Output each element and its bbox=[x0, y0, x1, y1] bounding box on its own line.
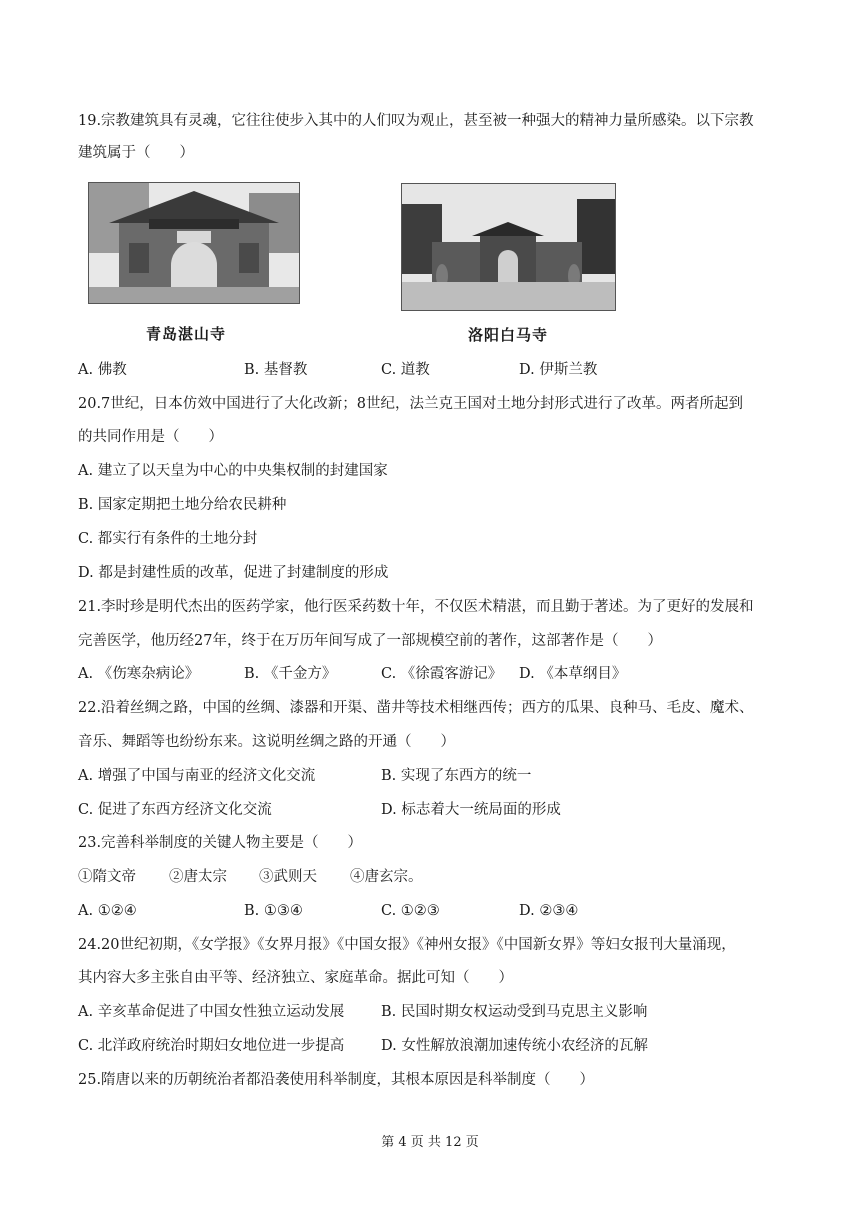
q19-option-b[interactable]: B. 基督教 bbox=[244, 362, 308, 378]
q23-item-1: ①隋文帝 bbox=[78, 869, 136, 885]
q23-item-3: ③武则天 bbox=[259, 869, 317, 885]
q24-stem-line2: 其内容大多主张自由平等、经济独立、家庭革命。据此可知（ ） bbox=[78, 970, 513, 986]
q23-option-a[interactable]: A. ①②④ bbox=[78, 903, 137, 919]
q20-option-d[interactable]: D. 都是封建性质的改革，促进了封建制度的形成 bbox=[78, 565, 389, 581]
q23-item-2: ②唐太宗 bbox=[169, 869, 227, 885]
q19-option-c[interactable]: C. 道教 bbox=[381, 362, 430, 378]
q23-option-c[interactable]: C. ①②③ bbox=[381, 903, 440, 919]
q19-image2-caption: 洛阳白马寺 bbox=[468, 326, 549, 344]
q20-stem-line2: 的共同作用是（ ） bbox=[78, 429, 223, 445]
q25-stem-line1: 25.隋唐以来的历朝统治者都沿袭使用科举制度，其根本原因是科举制度（ ） bbox=[78, 1072, 595, 1088]
q24-option-d[interactable]: D. 女性解放浪潮加速传统小农经济的瓦解 bbox=[381, 1038, 648, 1054]
q19-stem-line2: 建筑属于（ ） bbox=[78, 145, 194, 161]
q20-stem-line1: 20.7世纪，日本仿效中国进行了大化改新；8世纪，法兰克王国对土地分封形式进行了改革。两者所起到 bbox=[78, 396, 744, 412]
q19-option-d[interactable]: D. 伊斯兰教 bbox=[519, 362, 598, 378]
q21-option-c[interactable]: C. 《徐霞客游记》 bbox=[381, 666, 503, 682]
q21-option-a[interactable]: A. 《伤寒杂病论》 bbox=[78, 666, 200, 682]
q20-option-a[interactable]: A. 建立了以天皇为中心的中央集权制的封建国家 bbox=[78, 463, 388, 479]
zhanshan-temple-photo bbox=[88, 182, 300, 304]
q24-option-a[interactable]: A. 辛亥革命促进了中国女性独立运动发展 bbox=[78, 1004, 345, 1020]
q24-option-c[interactable]: C. 北洋政府统治时期妇女地位进一步提高 bbox=[78, 1038, 345, 1054]
q23-item-4: ④唐玄宗。 bbox=[350, 869, 423, 885]
q21-option-b[interactable]: B. 《千金方》 bbox=[244, 666, 337, 682]
q24-option-b[interactable]: B. 民国时期女权运动受到马克思主义影响 bbox=[381, 1004, 648, 1020]
q22-option-b[interactable]: B. 实现了东西方的统一 bbox=[381, 768, 532, 784]
temple-gate-photo-icon bbox=[89, 183, 299, 303]
q21-stem-line1: 21.李时珍是明代杰出的医药学家，他行医采药数十年，不仅医术精湛，而且勤于著述。为了更好的发展和 bbox=[78, 599, 754, 615]
q22-option-a[interactable]: A. 增强了中国与南亚的经济文化交流 bbox=[78, 768, 316, 784]
q23-option-d[interactable]: D. ②③④ bbox=[519, 903, 579, 919]
q21-option-d[interactable]: D. 《本草纲目》 bbox=[519, 666, 627, 682]
q23-stem-line1: 23.完善科举制度的关键人物主要是（ ） bbox=[78, 835, 363, 851]
q22-option-c[interactable]: C. 促进了东西方经济文化交流 bbox=[78, 802, 272, 818]
q20-option-c[interactable]: C. 都实行有条件的土地分封 bbox=[78, 531, 258, 547]
q19-stem-line1: 19.宗教建筑具有灵魂，它往往使步入其中的人们叹为观止，甚至被一种强大的精神力量所感染。以下宗教 bbox=[78, 113, 754, 129]
q19-image1-caption: 青岛湛山寺 bbox=[146, 325, 227, 343]
q19-option-a[interactable]: A. 佛教 bbox=[78, 362, 127, 378]
q20-option-b[interactable]: B. 国家定期把土地分给农民耕种 bbox=[78, 497, 287, 513]
page-number-footer: 第 4 页 共 12 页 bbox=[381, 1135, 479, 1150]
q22-stem-line2: 音乐、舞蹈等也纷纷东来。这说明丝绸之路的开通（ ） bbox=[78, 734, 455, 750]
q21-stem-line2: 完善医学，他历经27年，终于在万历年间写成了一部规模空前的著作，这部著作是（ ） bbox=[78, 633, 662, 649]
q23-option-b[interactable]: B. ①③④ bbox=[244, 903, 303, 919]
q22-stem-line1: 22.沿着丝绸之路，中国的丝绸、漆器和开渠、凿井等技术相继西传；西方的瓜果、良种马、毛皮、魔术、 bbox=[78, 700, 754, 716]
q22-option-d[interactable]: D. 标志着大一统局面的形成 bbox=[381, 802, 561, 818]
q24-stem-line1: 24.20世纪初期，《女学报》《女界月报》《中国女报》《神州女报》《中国新女界》等妇女报刊大量涌现， bbox=[78, 937, 736, 953]
temple-gate-photo-icon bbox=[402, 184, 615, 310]
baima-temple-photo bbox=[401, 183, 616, 311]
